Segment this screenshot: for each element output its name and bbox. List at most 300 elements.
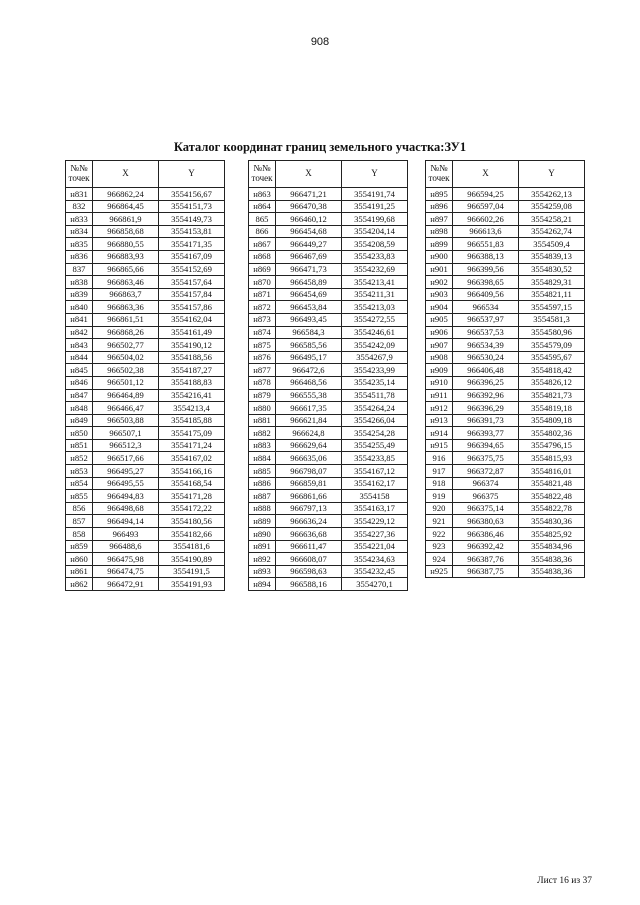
table-row xyxy=(249,200,408,213)
table-body xyxy=(66,188,225,591)
y-coordinate-cell: 3554581,3 xyxy=(519,313,585,326)
point-number-cell: н881 xyxy=(249,414,276,427)
x-coordinate-cell: 966467,69 xyxy=(276,250,342,263)
x-coordinate-cell: 966629,64 xyxy=(276,439,342,452)
point-number-cell: н861 xyxy=(66,565,93,578)
table-row xyxy=(249,465,408,478)
x-coordinate-cell: 966585,56 xyxy=(276,339,342,352)
point-number-cell: н868 xyxy=(249,250,276,263)
x-coordinate-cell: 966468,56 xyxy=(276,376,342,389)
point-number-cell: н870 xyxy=(249,276,276,289)
x-coordinate-cell: 966498,68 xyxy=(93,502,159,515)
y-coordinate-cell: 3554162,04 xyxy=(159,313,225,326)
y-coordinate-cell: 3554509,4 xyxy=(519,238,585,251)
y-coordinate-cell: 3554162,17 xyxy=(342,477,408,490)
table-row xyxy=(426,427,585,440)
y-coordinate-cell: 3554796,15 xyxy=(519,439,585,452)
page-number: 908 xyxy=(310,36,330,48)
table-row xyxy=(249,528,408,541)
y-coordinate-cell: 3554204,14 xyxy=(342,225,408,238)
point-number-cell: 921 xyxy=(426,515,453,528)
point-number-cell: н873 xyxy=(249,313,276,326)
x-coordinate-cell: 966501,12 xyxy=(93,376,159,389)
table-row xyxy=(249,313,408,326)
catalog-title: Каталог координат границ земельного участка:ЗУ1 xyxy=(173,140,467,154)
table-row xyxy=(249,364,408,377)
point-number-header-line1: №№ xyxy=(70,163,88,174)
table-row xyxy=(249,238,408,251)
point-number-cell: н879 xyxy=(249,389,276,402)
x-coordinate-cell: 966868,26 xyxy=(93,326,159,339)
point-number-cell: н869 xyxy=(249,263,276,276)
y-coordinate-cell: 3554839,13 xyxy=(519,250,585,263)
point-number-cell: н887 xyxy=(249,490,276,503)
table-row xyxy=(426,276,585,289)
y-coordinate-cell: 3554175,09 xyxy=(159,427,225,440)
x-coordinate-cell: 966399,56 xyxy=(453,263,519,276)
point-number-cell: 916 xyxy=(426,452,453,465)
x-coordinate-cell: 966597,04 xyxy=(453,200,519,213)
y-coordinate-cell: 3554821,73 xyxy=(519,389,585,402)
y-coordinate-cell: 3554809,18 xyxy=(519,414,585,427)
y-coordinate-cell: 3554185,88 xyxy=(159,414,225,427)
point-number-cell: н847 xyxy=(66,389,93,402)
y-header: Y xyxy=(519,161,585,188)
table-row xyxy=(426,250,585,263)
table-row xyxy=(249,414,408,427)
y-coordinate-cell: 3554242,09 xyxy=(342,339,408,352)
table-row xyxy=(426,540,585,553)
x-coordinate-cell: 966503,88 xyxy=(93,414,159,427)
table-body xyxy=(249,188,408,591)
point-number-cell: н880 xyxy=(249,402,276,415)
x-coordinate-cell: 966636,68 xyxy=(276,528,342,541)
x-header: X xyxy=(453,161,519,188)
y-coordinate-cell: 3554157,64 xyxy=(159,276,225,289)
point-number-header-line1: №№ xyxy=(253,163,271,174)
y-coordinate-cell: 3554826,12 xyxy=(519,376,585,389)
point-number-cell: 922 xyxy=(426,528,453,541)
y-coordinate-cell: 3554211,31 xyxy=(342,288,408,301)
point-number-cell: н882 xyxy=(249,427,276,440)
y-coordinate-cell: 3554819,18 xyxy=(519,402,585,415)
point-number-cell: н855 xyxy=(66,490,93,503)
y-coordinate-cell: 3554182,66 xyxy=(159,528,225,541)
x-coordinate-cell: 966493 xyxy=(93,528,159,541)
y-coordinate-cell: 3554213,41 xyxy=(342,276,408,289)
x-coordinate-cell: 966488,6 xyxy=(93,540,159,553)
x-coordinate-cell: 966387,75 xyxy=(453,565,519,578)
y-coordinate-cell: 3554157,86 xyxy=(159,301,225,314)
table-header-row xyxy=(249,161,408,188)
y-coordinate-cell: 3554232,69 xyxy=(342,263,408,276)
point-number-cell: н893 xyxy=(249,565,276,578)
table-row xyxy=(249,263,408,276)
y-coordinate-cell: 3554213,4 xyxy=(159,402,225,415)
y-coordinate-cell: 3554802,36 xyxy=(519,427,585,440)
table-row xyxy=(66,389,225,402)
x-coordinate-cell: 966611,47 xyxy=(276,540,342,553)
x-coordinate-cell: 966396,25 xyxy=(453,376,519,389)
table-row xyxy=(426,389,585,402)
point-number-cell: н892 xyxy=(249,553,276,566)
point-number-cell: 865 xyxy=(249,213,276,226)
x-coordinate-cell: 966470,38 xyxy=(276,200,342,213)
x-coordinate-cell: 966495,17 xyxy=(276,351,342,364)
table-row xyxy=(66,339,225,352)
point-number-cell: н913 xyxy=(426,414,453,427)
table-row xyxy=(249,376,408,389)
table-row xyxy=(426,225,585,238)
x-coordinate-cell: 966375 xyxy=(453,490,519,503)
point-number-cell: н912 xyxy=(426,402,453,415)
table-row xyxy=(249,326,408,339)
point-number-cell: н835 xyxy=(66,238,93,251)
y-coordinate-cell: 3554266,04 xyxy=(342,414,408,427)
point-number-cell: н841 xyxy=(66,313,93,326)
point-number-cell: н891 xyxy=(249,540,276,553)
y-coordinate-cell: 3554181,6 xyxy=(159,540,225,553)
point-number-cell: н838 xyxy=(66,276,93,289)
y-coordinate-cell: 3554166,16 xyxy=(159,465,225,478)
table-row xyxy=(426,402,585,415)
x-coordinate-cell: 966391,73 xyxy=(453,414,519,427)
point-number-cell: н862 xyxy=(66,578,93,591)
x-coordinate-cell: 966398,65 xyxy=(453,276,519,289)
y-coordinate-cell: 3554270,1 xyxy=(342,578,408,591)
point-number-cell: н889 xyxy=(249,515,276,528)
table-row xyxy=(66,376,225,389)
table-row xyxy=(426,188,585,201)
x-coordinate-cell: 966534 xyxy=(453,301,519,314)
y-coordinate-cell: 3554187,27 xyxy=(159,364,225,377)
point-number-cell: н860 xyxy=(66,553,93,566)
x-coordinate-cell: 966551,83 xyxy=(453,238,519,251)
point-number-cell: н911 xyxy=(426,389,453,402)
y-coordinate-cell: 3554191,25 xyxy=(342,200,408,213)
point-number-cell: н909 xyxy=(426,364,453,377)
point-number-header-line2: точек xyxy=(68,173,90,183)
x-coordinate-cell: 966493,45 xyxy=(276,313,342,326)
x-coordinate-cell: 966460,12 xyxy=(276,213,342,226)
point-number-cell: н874 xyxy=(249,326,276,339)
x-coordinate-cell: 966861,9 xyxy=(93,213,159,226)
point-number-cell: 857 xyxy=(66,515,93,528)
y-coordinate-cell: 3554233,83 xyxy=(342,250,408,263)
table-row xyxy=(249,515,408,528)
point-number-cell: н885 xyxy=(249,465,276,478)
y-coordinate-cell: 3554830,36 xyxy=(519,515,585,528)
x-coordinate-cell: 966537,97 xyxy=(453,313,519,326)
point-number-cell: н834 xyxy=(66,225,93,238)
point-number-cell: 832 xyxy=(66,200,93,213)
point-number-cell: н867 xyxy=(249,238,276,251)
point-number-cell: н903 xyxy=(426,288,453,301)
x-coordinate-cell: 966530,24 xyxy=(453,351,519,364)
point-number-cell: н908 xyxy=(426,351,453,364)
table-row xyxy=(66,364,225,377)
x-coordinate-cell: 966588,16 xyxy=(276,578,342,591)
point-number-header xyxy=(426,161,453,188)
x-coordinate-cell: 966797,13 xyxy=(276,502,342,515)
x-coordinate-cell: 966474,75 xyxy=(93,565,159,578)
x-coordinate-cell: 966380,63 xyxy=(453,515,519,528)
x-coordinate-cell: 966555,38 xyxy=(276,389,342,402)
y-coordinate-cell: 3554262,13 xyxy=(519,188,585,201)
x-coordinate-cell: 966880,55 xyxy=(93,238,159,251)
y-coordinate-cell: 3554208,59 xyxy=(342,238,408,251)
point-number-cell: н878 xyxy=(249,376,276,389)
y-coordinate-cell: 3554167,09 xyxy=(159,250,225,263)
table-row xyxy=(66,528,225,541)
x-coordinate-cell: 966798,07 xyxy=(276,465,342,478)
x-coordinate-cell: 966594,25 xyxy=(453,188,519,201)
y-coordinate-cell: 3554172,22 xyxy=(159,502,225,515)
y-coordinate-cell: 3554216,41 xyxy=(159,389,225,402)
table-row xyxy=(426,288,585,301)
y-coordinate-cell: 3554191,74 xyxy=(342,188,408,201)
x-coordinate-cell: 966502,77 xyxy=(93,339,159,352)
table-row xyxy=(66,477,225,490)
point-number-cell: 920 xyxy=(426,502,453,515)
y-coordinate-cell: 3554158 xyxy=(342,490,408,503)
y-coordinate-cell: 3554157,84 xyxy=(159,288,225,301)
table-row xyxy=(249,276,408,289)
point-number-cell: н839 xyxy=(66,288,93,301)
x-coordinate-cell: 966466,47 xyxy=(93,402,159,415)
y-coordinate-cell: 3554579,09 xyxy=(519,339,585,352)
y-coordinate-cell: 3554259,08 xyxy=(519,200,585,213)
table-row xyxy=(66,502,225,515)
table-row xyxy=(426,452,585,465)
table-row xyxy=(249,213,408,226)
x-coordinate-cell: 966375,75 xyxy=(453,452,519,465)
point-number-cell: н904 xyxy=(426,301,453,314)
table-row xyxy=(249,565,408,578)
x-coordinate-cell: 966624,8 xyxy=(276,427,342,440)
point-number-cell: н902 xyxy=(426,276,453,289)
table-row xyxy=(249,477,408,490)
x-coordinate-cell: 966406,48 xyxy=(453,364,519,377)
sheet-footer: Лист 16 из 37 xyxy=(537,876,592,886)
y-coordinate-cell: 3554171,24 xyxy=(159,439,225,452)
y-coordinate-cell: 3554180,56 xyxy=(159,515,225,528)
y-coordinate-cell: 3554188,56 xyxy=(159,351,225,364)
point-number-cell: н915 xyxy=(426,439,453,452)
table-row xyxy=(426,414,585,427)
point-number-cell: н851 xyxy=(66,439,93,452)
x-coordinate-cell: 966861,66 xyxy=(276,490,342,503)
point-number-header xyxy=(249,161,276,188)
table-row xyxy=(66,213,225,226)
x-coordinate-cell: 966613,6 xyxy=(453,225,519,238)
x-coordinate-cell: 966449,27 xyxy=(276,238,342,251)
y-coordinate-cell: 3554221,04 xyxy=(342,540,408,553)
point-number-cell: н848 xyxy=(66,402,93,415)
y-coordinate-cell: 3554255,49 xyxy=(342,439,408,452)
x-coordinate-cell: 966494,83 xyxy=(93,490,159,503)
x-coordinate-cell: 966471,21 xyxy=(276,188,342,201)
coordinates-table-1 xyxy=(65,160,225,591)
x-coordinate-cell: 966472,91 xyxy=(93,578,159,591)
x-coordinate-cell: 966495,27 xyxy=(93,465,159,478)
table-row xyxy=(66,452,225,465)
point-number-cell: н876 xyxy=(249,351,276,364)
y-coordinate-cell: 3554161,49 xyxy=(159,326,225,339)
x-coordinate-cell: 966621,84 xyxy=(276,414,342,427)
x-coordinate-cell: 966502,38 xyxy=(93,364,159,377)
x-coordinate-cell: 966394,65 xyxy=(453,439,519,452)
y-coordinate-cell: 3554264,24 xyxy=(342,402,408,415)
point-number-cell: н907 xyxy=(426,339,453,352)
x-coordinate-cell: 966392,96 xyxy=(453,389,519,402)
y-coordinate-cell: 3554580,96 xyxy=(519,326,585,339)
x-coordinate-cell: 966861,51 xyxy=(93,313,159,326)
table-row xyxy=(66,326,225,339)
x-coordinate-cell: 966454,68 xyxy=(276,225,342,238)
table-row xyxy=(426,213,585,226)
y-coordinate-cell: 3554829,31 xyxy=(519,276,585,289)
y-header: Y xyxy=(159,161,225,188)
table-body xyxy=(426,188,585,578)
y-coordinate-cell: 3554232,45 xyxy=(342,565,408,578)
coordinates-table-2 xyxy=(248,160,408,591)
x-coordinate-cell: 966858,68 xyxy=(93,225,159,238)
x-coordinate-cell: 966617,35 xyxy=(276,402,342,415)
table-row xyxy=(249,188,408,201)
y-coordinate-cell: 3554821,48 xyxy=(519,477,585,490)
x-coordinate-cell: 966471,73 xyxy=(276,263,342,276)
y-coordinate-cell: 3554838,36 xyxy=(519,565,585,578)
x-coordinate-cell: 966863,46 xyxy=(93,276,159,289)
table-row xyxy=(249,288,408,301)
y-coordinate-cell: 3554163,17 xyxy=(342,502,408,515)
table-row xyxy=(66,301,225,314)
y-coordinate-cell: 3554235,14 xyxy=(342,376,408,389)
point-number-cell: н849 xyxy=(66,414,93,427)
point-number-cell: 866 xyxy=(249,225,276,238)
point-number-cell: н840 xyxy=(66,301,93,314)
y-coordinate-cell: 3554199,68 xyxy=(342,213,408,226)
table-row xyxy=(426,376,585,389)
x-coordinate-cell: 966475,98 xyxy=(93,553,159,566)
x-coordinate-cell: 966494,14 xyxy=(93,515,159,528)
table-row xyxy=(249,339,408,352)
table-row xyxy=(66,515,225,528)
x-coordinate-cell: 966863,7 xyxy=(93,288,159,301)
x-coordinate-cell: 966375,14 xyxy=(453,502,519,515)
x-coordinate-cell: 966512,3 xyxy=(93,439,159,452)
table-row xyxy=(66,427,225,440)
table-row xyxy=(66,578,225,591)
x-coordinate-cell: 966862,24 xyxy=(93,188,159,201)
table-row xyxy=(426,553,585,566)
table-row xyxy=(249,250,408,263)
y-header: Y xyxy=(342,161,408,188)
point-number-cell: 917 xyxy=(426,465,453,478)
point-number-cell: н864 xyxy=(249,200,276,213)
table-row xyxy=(66,490,225,503)
point-number-cell: н886 xyxy=(249,477,276,490)
table-row xyxy=(66,414,225,427)
y-coordinate-cell: 3554597,15 xyxy=(519,301,585,314)
table-row xyxy=(249,553,408,566)
y-coordinate-cell: 3554171,28 xyxy=(159,490,225,503)
table-row xyxy=(426,502,585,515)
point-number-cell: н914 xyxy=(426,427,453,440)
table-row xyxy=(249,351,408,364)
point-number-cell: н836 xyxy=(66,250,93,263)
table-row xyxy=(426,515,585,528)
y-coordinate-cell: 3554188,83 xyxy=(159,376,225,389)
y-coordinate-cell: 3554272,55 xyxy=(342,313,408,326)
point-number-cell: н895 xyxy=(426,188,453,201)
x-coordinate-cell: 966534,39 xyxy=(453,339,519,352)
point-number-cell: н925 xyxy=(426,565,453,578)
y-coordinate-cell: 3554229,12 xyxy=(342,515,408,528)
point-number-cell: н877 xyxy=(249,364,276,377)
table-row xyxy=(249,490,408,503)
point-number-cell: 924 xyxy=(426,553,453,566)
point-number-cell: н850 xyxy=(66,427,93,440)
x-coordinate-cell: 966372,87 xyxy=(453,465,519,478)
table-row xyxy=(426,477,585,490)
point-number-header xyxy=(66,161,93,188)
point-number-cell: 923 xyxy=(426,540,453,553)
point-number-cell: н898 xyxy=(426,225,453,238)
table-row xyxy=(426,465,585,478)
point-number-cell: н896 xyxy=(426,200,453,213)
point-number-cell: н897 xyxy=(426,213,453,226)
table-row xyxy=(66,465,225,478)
point-number-cell: н901 xyxy=(426,263,453,276)
table-row xyxy=(66,553,225,566)
y-coordinate-cell: 3554821,11 xyxy=(519,288,585,301)
point-number-cell: н884 xyxy=(249,452,276,465)
x-coordinate-cell: 966374 xyxy=(453,477,519,490)
table-row xyxy=(426,565,585,578)
y-coordinate-cell: 3554825,92 xyxy=(519,528,585,541)
table-row xyxy=(426,339,585,352)
point-number-cell: н890 xyxy=(249,528,276,541)
table-row xyxy=(66,238,225,251)
x-coordinate-cell: 966387,76 xyxy=(453,553,519,566)
table-row xyxy=(426,364,585,377)
table-row xyxy=(249,502,408,515)
x-header: X xyxy=(93,161,159,188)
point-number-cell: н863 xyxy=(249,188,276,201)
table-row xyxy=(426,326,585,339)
y-coordinate-cell: 3554822,78 xyxy=(519,502,585,515)
table-row xyxy=(66,188,225,201)
point-number-cell: н859 xyxy=(66,540,93,553)
table-header-row xyxy=(66,161,225,188)
x-coordinate-cell: 966636,24 xyxy=(276,515,342,528)
x-coordinate-cell: 966602,26 xyxy=(453,213,519,226)
point-number-cell: н846 xyxy=(66,376,93,389)
y-coordinate-cell: 3554267,9 xyxy=(342,351,408,364)
y-coordinate-cell: 3554233,85 xyxy=(342,452,408,465)
point-number-cell: н833 xyxy=(66,213,93,226)
x-coordinate-cell: 966388,13 xyxy=(453,250,519,263)
table-row xyxy=(249,402,408,415)
x-coordinate-cell: 966608,07 xyxy=(276,553,342,566)
x-coordinate-cell: 966598,63 xyxy=(276,565,342,578)
x-coordinate-cell: 966458,89 xyxy=(276,276,342,289)
point-number-cell: 837 xyxy=(66,263,93,276)
x-coordinate-cell: 966883,93 xyxy=(93,250,159,263)
point-number-cell: н854 xyxy=(66,477,93,490)
